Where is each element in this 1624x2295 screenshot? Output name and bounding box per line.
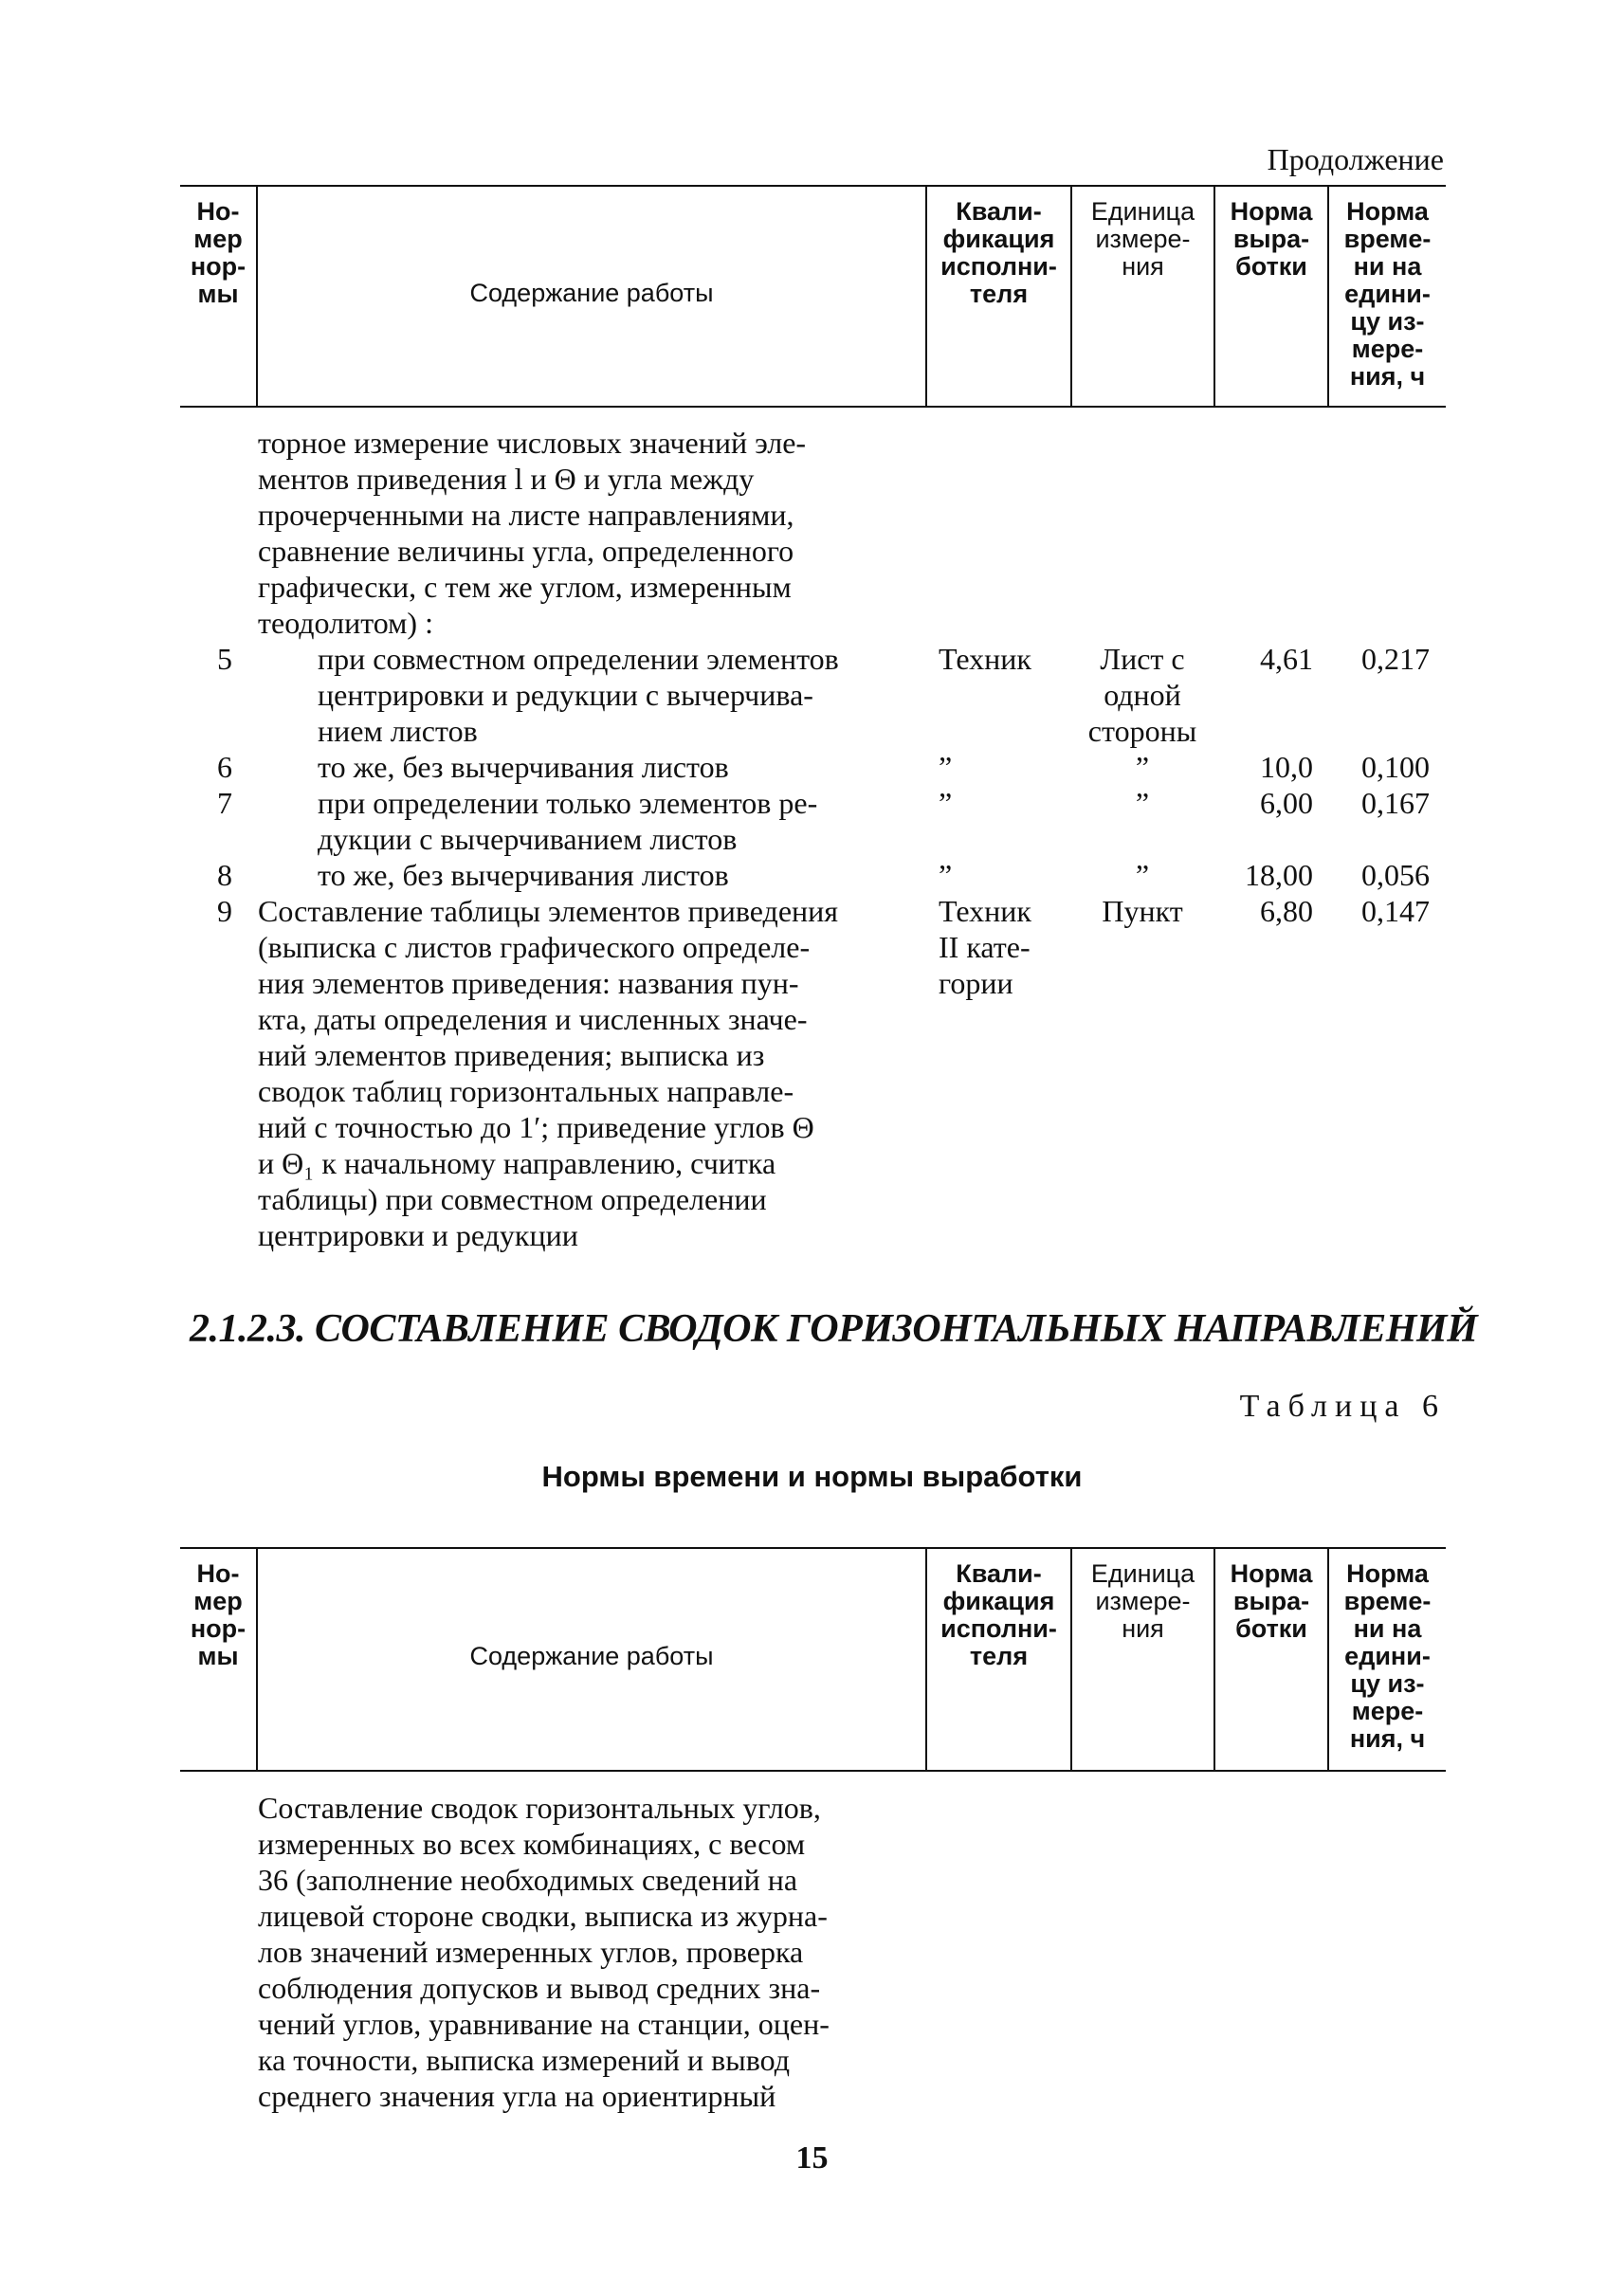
row-output: 6,80 bbox=[1260, 894, 1313, 928]
row-qualification: ” bbox=[939, 750, 953, 784]
header-qualification: Квали- фикация исполни- теля bbox=[925, 187, 1070, 406]
row-qualification: ” bbox=[939, 786, 953, 820]
header-output-norm: Норма выра- ботки bbox=[1213, 1549, 1327, 1770]
row-unit: ” bbox=[1135, 786, 1150, 820]
header-unit: Единица измере- ния bbox=[1070, 1549, 1213, 1770]
row-number: 6 bbox=[217, 750, 232, 784]
row-number: 9 bbox=[217, 894, 232, 928]
page-number: 15 bbox=[795, 2140, 829, 2176]
header-content: Содержание работы bbox=[256, 1549, 925, 1770]
header-time-norm: Норма време- ни на едини- цу из- мере- ния, ч bbox=[1327, 187, 1446, 406]
header-unit: Единица измере- ния bbox=[1070, 187, 1213, 406]
table6-header bbox=[180, 1547, 1446, 1772]
row-output: 6,00 bbox=[1260, 786, 1313, 820]
row-text: то же, без вычерчивания листов bbox=[318, 750, 729, 784]
row-text: при определении только элементов ре- дукции с вычерчиванием листов bbox=[318, 786, 818, 856]
header-qualification: Квали- фикация исполни- теля bbox=[925, 1549, 1070, 1770]
row-unit: ” bbox=[1135, 858, 1150, 892]
row-number: 5 bbox=[217, 642, 232, 676]
header-number: Но- мер нор- мы bbox=[190, 197, 246, 308]
intro-text: торное измерение числовых значений эле- ментов приведения l и Θ и угла между прочерченными на листе направлениями, сравнение величины угла, определенного графически, с тем же углом, измеренным теодолитом) : bbox=[258, 426, 807, 640]
table-header bbox=[180, 185, 1446, 408]
row-time: 0,147 bbox=[1361, 894, 1430, 928]
header-time-norm: Норма време- ни на едини- цу из- мере- ния, ч bbox=[1327, 1549, 1446, 1770]
row-number: 8 bbox=[217, 858, 232, 892]
row-unit: Пункт bbox=[1102, 894, 1183, 928]
row-text: то же, без вычерчивания листов bbox=[318, 858, 729, 892]
continued-label: Продолжение bbox=[1267, 142, 1444, 176]
row-text: Составление таблицы элементов приведения (выписка с листов графического определе- ния элементов приведения: названия пун- кта, даты определения и численных значе- ний элементов приведения; выписка из сводок таблиц горизонтальных направле- ний с точностью до 1′; приведение углов Θ и Θ₁ к начальному направлению, считка таблицы) при совместном определении центрировки и редукции bbox=[258, 894, 838, 1252]
row-output: 18,00 bbox=[1245, 858, 1313, 892]
row-qualification: ” bbox=[939, 858, 953, 892]
row-time: 0,167 bbox=[1361, 786, 1430, 820]
section-title: 2.1.2.3. СОСТАВЛЕНИЕ СВОДОК ГОРИЗОНТАЛЬНЫХ НАПРАВЛЕНИЙ bbox=[190, 1307, 1478, 1351]
row-time: 0,217 bbox=[1361, 642, 1430, 676]
table-label: Таблица 6 bbox=[1239, 1389, 1446, 1424]
row-unit: Лист с одной стороны bbox=[1087, 642, 1197, 748]
table6-text: Составление сводок горизонтальных углов, измеренных во всех комбинациях, с весом 36 (заполнение необходимых сведений на лицевой стороне сводки, выписка из журна- лов значений измеренных углов, проверка соблюдения допусков и вывод средних зна- чений углов, уравнивание на станции, оцен- ка точности, выписка измерений и вывод среднего значения угла на ориентирный bbox=[258, 1791, 830, 2113]
row-qualification: Техник bbox=[939, 642, 1031, 676]
header-number: Но- мер нор- мы bbox=[190, 1559, 246, 1670]
row-unit: ” bbox=[1135, 750, 1150, 784]
row-qualification: Техник II кате- гории bbox=[939, 894, 1031, 1000]
row-output: 4,61 bbox=[1260, 642, 1313, 676]
header-output-norm: Норма выра- ботки bbox=[1213, 187, 1327, 406]
row-number: 7 bbox=[217, 786, 232, 820]
row-time: 0,056 bbox=[1361, 858, 1430, 892]
row-output: 10,0 bbox=[1260, 750, 1313, 784]
row-text: при совместном определении элементов центрировки и редукции с вычерчива- нием листов bbox=[318, 642, 839, 748]
row-time: 0,100 bbox=[1361, 750, 1430, 784]
header-content: Содержание работы bbox=[256, 187, 925, 406]
table-caption: Нормы времени и нормы выработки bbox=[541, 1460, 1083, 1493]
